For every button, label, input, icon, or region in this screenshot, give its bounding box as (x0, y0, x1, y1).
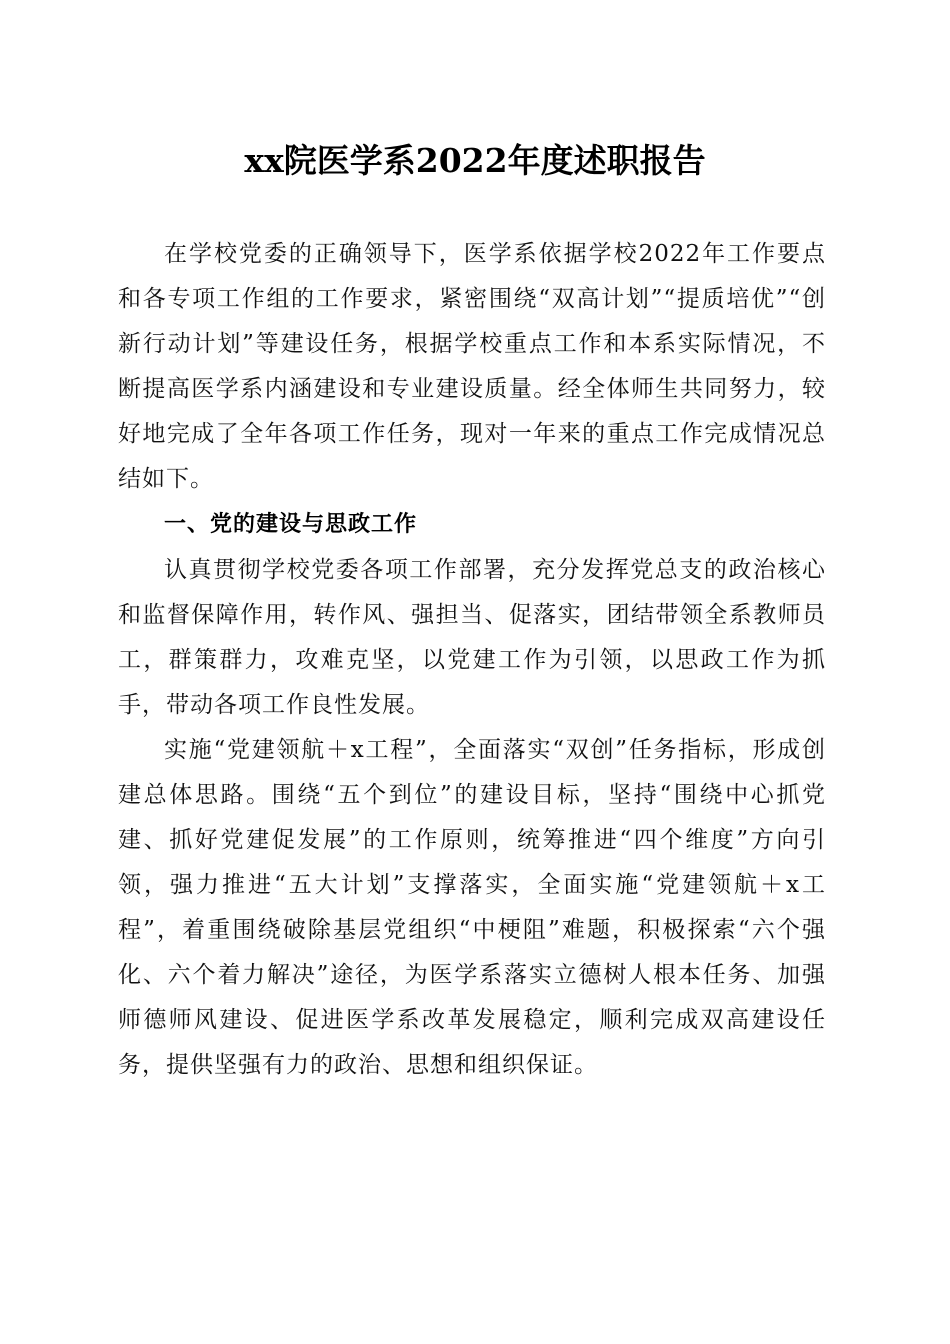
intro-paragraph: 在学校党委的正确领导下，医学系依据学校2022年工作要点和各专项工作组的工作要求，紧密围绕“双高计划”“提质培优”“创新行动计划”等建设任务，根据学校重点工作和本系实际情况，不断提高医学系内涵建设和专业建设质量。经全体师生共同努力，较好地完成了全年各项工作任务，现对一年来的重点工作完成情况总结如下。 (118, 241, 826, 492)
section-heading-party-building: 一、党的建设与思政工作 (164, 512, 418, 537)
section-paragraph: 实施“党建领航＋x工程”，全面落实“双创”任务指标，形成创建总体思路。围绕“五个到位”的建设目标，坚持“围绕中心抓党建、抓好党建促发展”的工作原则，统筹推进“四个维度”方向引领，强力推进“五大计划”支撑落实，全面实施“党建领航＋x工程”，着重围绕破除基层党组织“中梗阻”难题，积极探索“六个强化、六个着力解决”途径，为医学系落实立德树人根本任务、加强师德师风建设、促进医学系改革发展稳定，顺利完成双高建设任务，提供坚强有力的政治、思想和组织保证。 (118, 737, 826, 1078)
document-body (118, 232, 826, 1088)
section-paragraph: 认真贯彻学校党委各项工作部署，充分发挥党总支的政治核心和监督保障作用，转作风、强担当、促落实，团结带领全系教师员工，群策群力，攻难克坚，以党建工作为引领，以思政工作为抓手，带动各项工作良性发展。 (118, 557, 826, 718)
document-title: xx院医学系2022年度述职报告 (244, 141, 706, 180)
